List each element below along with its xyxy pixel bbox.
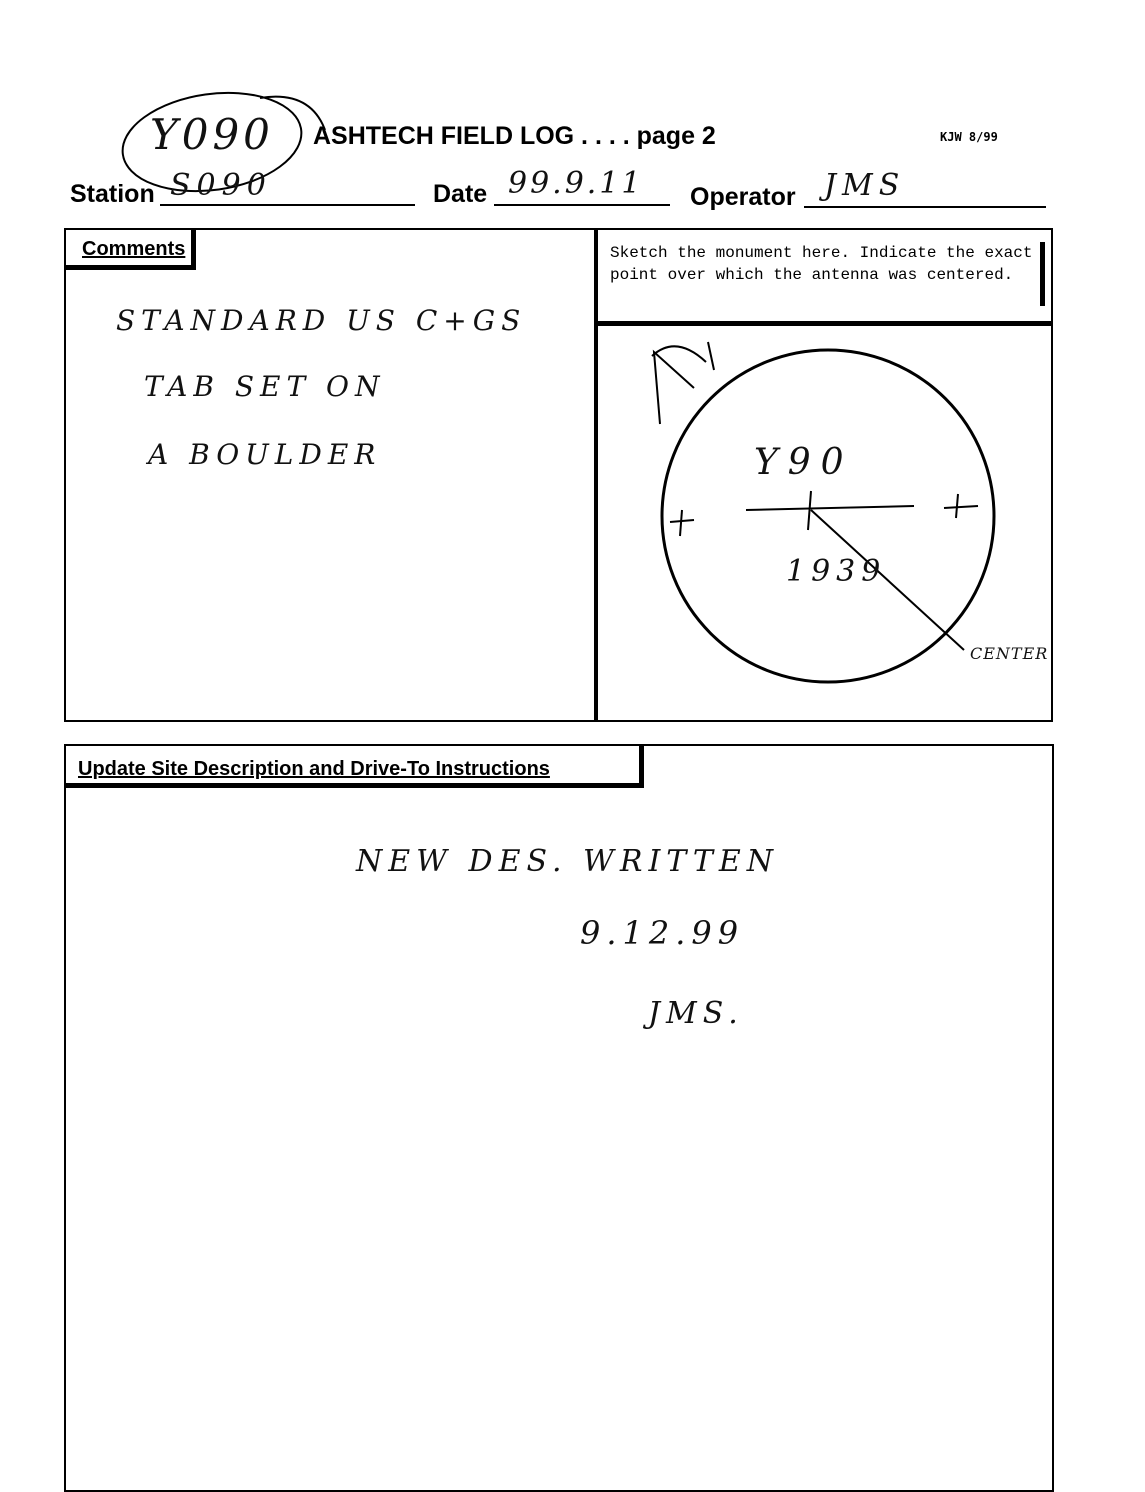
date-label: Date bbox=[433, 180, 488, 208]
sketch-box bbox=[594, 228, 1053, 722]
sketch-instructions: Sketch the monument here. Indicate the exact point over which the antenna was centered. bbox=[610, 242, 1045, 306]
date-field bbox=[494, 166, 670, 206]
sketch-center-label: CENTER bbox=[970, 644, 1049, 663]
comment-line-1: STANDARD US C+GS bbox=[116, 304, 527, 337]
sketch-mark-year: 1939 bbox=[786, 554, 887, 589]
page-title: ASHTECH FIELD LOG . . . . page 2 bbox=[313, 122, 716, 150]
disk-crossbar bbox=[746, 506, 914, 510]
comment-line-3: A BOULDER bbox=[148, 438, 382, 471]
sketch-mark-name: Y90 bbox=[754, 442, 854, 483]
operator-field bbox=[804, 168, 1046, 208]
site-description-line-1: NEW DES. WRITTEN bbox=[356, 844, 780, 879]
operator-label: Operator bbox=[690, 183, 796, 211]
date-value: 99.9.11 bbox=[508, 166, 644, 201]
circled-note: Y090 bbox=[150, 110, 274, 159]
right-cross-mark bbox=[944, 494, 978, 518]
site-description-line-2: 9.12.99 bbox=[580, 914, 745, 952]
station-field bbox=[160, 168, 415, 206]
operator-value: JMS bbox=[824, 168, 906, 203]
form-reference: KJW 8/99 bbox=[940, 130, 998, 144]
site-description-line-3: JMS. bbox=[648, 996, 744, 1031]
station-value: S090 bbox=[170, 168, 272, 203]
north-arrow-icon bbox=[652, 342, 714, 424]
comments-label: Comments bbox=[66, 230, 196, 270]
left-cross-mark bbox=[670, 510, 694, 536]
comments-box bbox=[64, 228, 598, 722]
station-label: Station bbox=[70, 180, 155, 208]
site-description-label: Update Site Description and Drive-To Instructions bbox=[66, 746, 644, 788]
site-description-box bbox=[64, 744, 1054, 1492]
comment-line-2: TAB SET ON bbox=[144, 370, 386, 403]
